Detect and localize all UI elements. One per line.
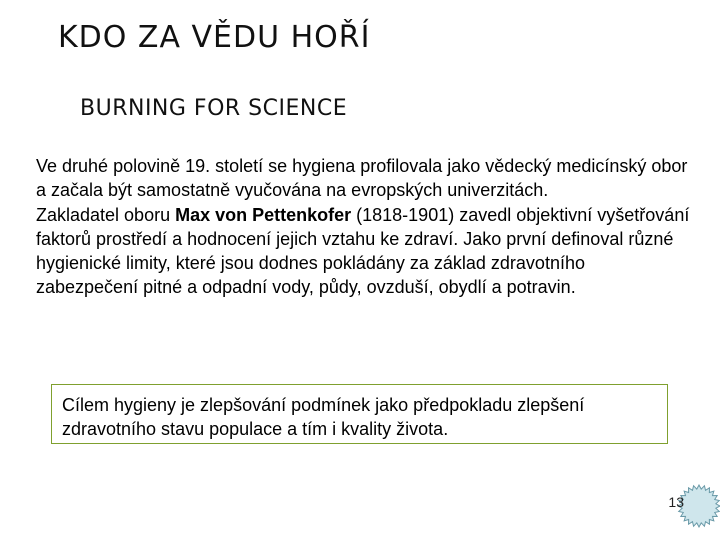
- paragraph-2: [36, 203, 692, 300]
- body-text: [36, 154, 692, 300]
- paragraph-2-prefix: Zakladatel oboru: [36, 204, 176, 225]
- seal-shape: [678, 485, 720, 527]
- highlight-text: Cílem hygieny je zlepšování podmínek jako předpokladu zlepšení zdravotního stavu populace a tím i kvality života.: [62, 395, 585, 439]
- paragraph-2-suffix: (1818-1901) zavedl objektivní vyšetřování faktorů prostředí a hodnocení jejich vztahu ke zdraví. Jako první definoval různé hygienické limity, které jsou dodnes pokládány za základ zdravotního zabezpečení pitné a odpadní vody, půdy, ovzduší, obydlí a potravin.: [36, 204, 690, 298]
- slide-title: KDO ZA VĚDU HOŘÍ: [58, 20, 371, 55]
- paragraph-1: Ve druhé polovině 19. století se hygiena profilovala jako vědecký medicínský obor a začala být samostatně vyučována na evropských univerzitách.: [36, 156, 688, 201]
- highlight-box: [51, 384, 668, 444]
- page-number: 13: [668, 494, 684, 510]
- slide-subtitle: BURNING FOR SCIENCE: [80, 96, 348, 121]
- founder-name: Max von Pettenkofer: [175, 204, 352, 225]
